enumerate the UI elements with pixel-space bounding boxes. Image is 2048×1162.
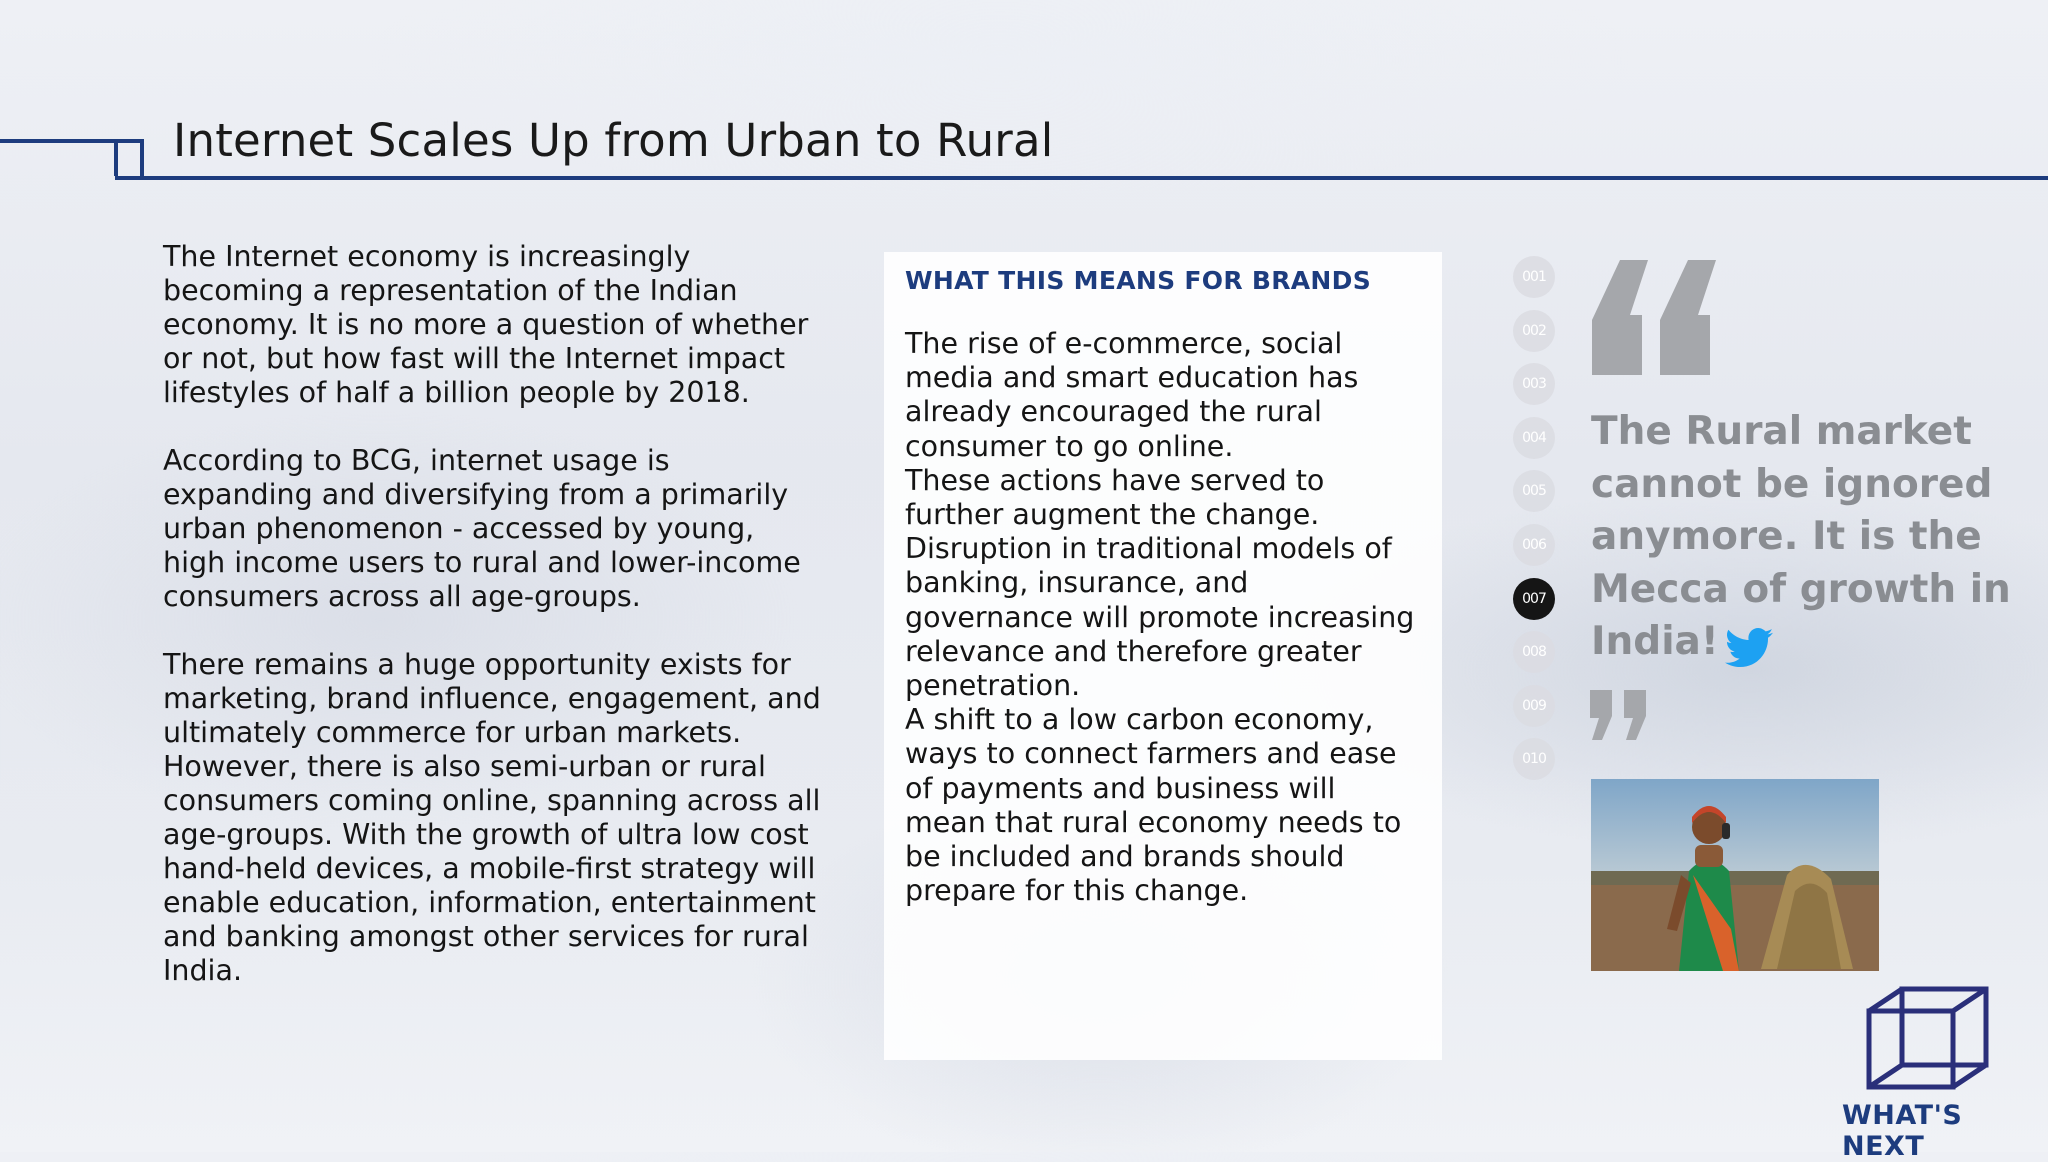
page-dot-003[interactable]: 003 — [1513, 363, 1555, 405]
rural-woman-phone-photo — [1591, 779, 1879, 971]
page-navigation — [1513, 256, 1557, 792]
brand-name: WHAT'S NEXT — [1842, 1100, 1963, 1162]
page-dot-002[interactable]: 002 — [1513, 310, 1555, 352]
intro-paragraph: The Internet economy is increasingly becoming a representation of the Indian economy. It is no more a question of whether or not, but how fast will the Internet impact lifestyles of half a billion people by 2018. — [163, 240, 809, 409]
page-dot-001[interactable]: 001 — [1513, 256, 1555, 298]
page-title: Internet Scales Up from Urban to Rural — [173, 114, 1054, 167]
bcg-paragraph: According to BCG, internet usage is expanding and diversifying from a primarily urban phenomenon - accessed by young, high income users to rural and lower-income consumers across all age-groups. — [163, 444, 801, 613]
page-dot-006[interactable]: 006 — [1513, 524, 1555, 566]
title-underline — [115, 176, 2048, 180]
page-dot-007-current[interactable]: 007 — [1513, 578, 1555, 620]
opportunity-paragraph: There remains a huge opportunity exists for marketing, brand influence, engagement, and ultimately commerce for urban markets. However, there is also semi-urban or rural consumers coming online, spanning across all age-groups. With the growth of ultra low cost hand-held devices, a mobile-first strategy will enable education, information, entertainment and banking amongst other services for rural India. — [163, 648, 821, 987]
brands-panel — [884, 252, 1442, 1060]
cube-icon — [1866, 986, 1991, 1090]
page-dot-009[interactable]: 009 — [1513, 685, 1555, 727]
brands-heading: WHAT THIS MEANS FOR BRANDS — [905, 266, 1372, 295]
intro-text-column — [163, 240, 823, 1022]
page-dot-008[interactable]: 008 — [1513, 631, 1555, 673]
page-dot-004[interactable]: 004 — [1513, 417, 1555, 459]
page-dot-005[interactable]: 005 — [1513, 470, 1555, 512]
pull-quote-text: The Rural market cannot be ignored anymore. It is the Mecca of growth in India! — [1591, 409, 2011, 664]
open-quote-icon — [1590, 260, 1716, 375]
page-dot-010[interactable]: 010 — [1513, 738, 1555, 780]
brands-body: The rise of e-commerce, social media and smart education has already encouraged the rural consumer to go online. These actions have served to further augment the change. Disruption in traditional models of banking, insurance, and governance will promote increasing relevance and therefore greater penetration. A shift to a low carbon economy, ways to connect farmers and ease of payments and business will mean that rural economy needs to be included and brands should prepare for this change. — [905, 327, 1415, 908]
pull-quote — [1591, 406, 2011, 669]
close-quote-icon — [1590, 690, 1652, 740]
twitter-icon[interactable] — [1725, 628, 1773, 668]
title-bracket — [114, 139, 144, 176]
title-rule-left — [0, 139, 120, 143]
